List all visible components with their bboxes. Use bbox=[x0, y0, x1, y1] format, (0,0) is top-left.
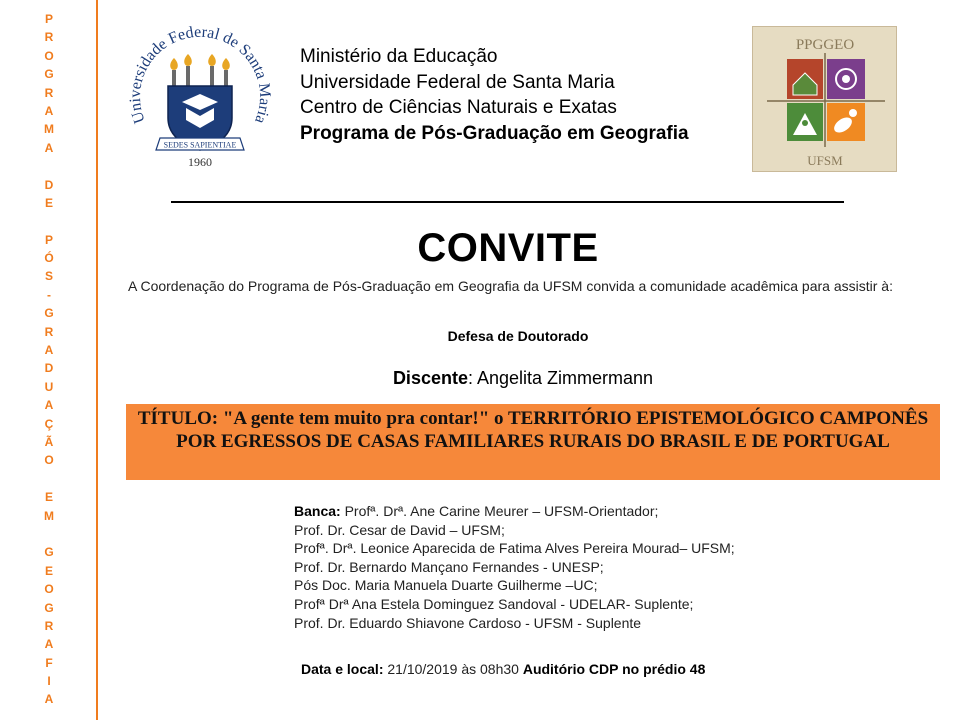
sidebar-letter: Ã bbox=[44, 434, 54, 449]
sidebar-letter: Ç bbox=[44, 416, 54, 431]
board-member: Prof. Dr. Eduardo Shiavone Cardoso - UFSM - Suplente bbox=[294, 614, 642, 631]
sidebar-letter bbox=[40, 157, 58, 175]
thesis-title: TÍTULO: "A gente tem muito pra contar!" o TERRITÓRIO EPISTEMOLÓGICO CAMPONÊS POR EGRESSOS DE CASAS FAMILIARES RURAIS DO BRASIL E DE PORTUGAL bbox=[137, 408, 929, 452]
sidebar-letter: - bbox=[47, 287, 51, 302]
place-label: Data e local: bbox=[301, 661, 384, 677]
sidebar-letter: R bbox=[44, 85, 54, 100]
venue: Auditório CDP no prédio 48 bbox=[522, 661, 706, 677]
sidebar-letter: A bbox=[44, 637, 54, 652]
seal-motto: SEDES SAPIENTIAE bbox=[163, 140, 237, 150]
program-logo bbox=[752, 26, 897, 172]
sidebar-letter: A bbox=[44, 398, 54, 413]
sidebar-letter: A bbox=[44, 103, 54, 118]
university-seal-logo bbox=[120, 18, 280, 178]
sidebar-letter bbox=[40, 525, 58, 543]
sidebar-divider bbox=[96, 0, 98, 720]
board-member: Prof. Dr. Bernardo Mançano Fernandes - UNESP; bbox=[294, 558, 604, 575]
sidebar-letter: M bbox=[44, 508, 54, 523]
examining-board bbox=[294, 502, 735, 632]
board-label: Banca: bbox=[294, 503, 341, 519]
student-name: : Angelita Zimmermann bbox=[467, 368, 654, 388]
sidebar-letter: S bbox=[44, 269, 53, 284]
header-program: Programa de Pós-Graduação em Geografia bbox=[300, 122, 689, 144]
sidebar-letter: D bbox=[44, 361, 54, 376]
sidebar-letter: R bbox=[44, 618, 54, 633]
student-line bbox=[0, 368, 960, 389]
sidebar-letter: G bbox=[44, 600, 54, 615]
sidebar-letter: O bbox=[44, 582, 54, 597]
seal-ring-text: Universidade Federal de Santa Maria bbox=[126, 23, 274, 126]
sidebar-letter: A bbox=[44, 692, 54, 707]
board-member: Prof. Dr. Cesar de David – UFSM; bbox=[294, 521, 505, 538]
institution-header bbox=[300, 44, 689, 146]
sidebar-letter: U bbox=[44, 379, 54, 394]
sidebar-letter: A bbox=[44, 343, 54, 358]
header-ministry: Ministério da Educação bbox=[300, 46, 498, 67]
program-logo-top-label: PPGGEO bbox=[795, 37, 855, 53]
student-label: Discente bbox=[392, 368, 468, 388]
sidebar-letters bbox=[40, 10, 58, 709]
seal-year: 1960 bbox=[188, 155, 212, 169]
torch-icon bbox=[170, 54, 230, 88]
header-center: Centro de Ciências Naturais e Exatas bbox=[300, 97, 617, 118]
sidebar-letter: P bbox=[44, 12, 53, 26]
sidebar-letter: R bbox=[44, 30, 54, 45]
header-divider bbox=[171, 201, 844, 203]
page-title: CONVITE bbox=[417, 226, 599, 270]
sidebar-letter: R bbox=[44, 324, 54, 339]
board-member: Profª. Drª. Leonice Aparecida de Fatima Alves Pereira Mourad– UFSM; bbox=[294, 540, 735, 557]
invitation-intro: A Coordenação do Programa de Pós-Graduação em Geografia da UFSM convida a comunidade acadêmica para assistir à: bbox=[128, 278, 893, 294]
sidebar-letter: E bbox=[44, 490, 53, 505]
sidebar-vertical-title bbox=[0, 0, 96, 720]
defense-type: Defesa de Doutorado bbox=[447, 328, 589, 344]
board-member: Profª Drª Ana Estela Dominguez Sandoval - UDELAR- Suplente; bbox=[294, 595, 694, 612]
board-member: Pós Doc. Maria Manuela Duarte Guilherme –UC; bbox=[294, 577, 598, 594]
board-member: Banca: Profª. Drª. Ane Carine Meurer – UFSM-Orientador; bbox=[294, 503, 659, 519]
sidebar-letter: O bbox=[44, 48, 54, 63]
sidebar-letter: Ó bbox=[44, 251, 54, 266]
sidebar-letter: G bbox=[44, 306, 54, 321]
sidebar-letter: F bbox=[45, 655, 53, 670]
sidebar-letter: I bbox=[47, 674, 51, 689]
sidebar-letter: E bbox=[44, 563, 53, 578]
sidebar-letter: M bbox=[44, 122, 54, 137]
header-university: Universidade Federal de Santa Maria bbox=[300, 71, 615, 93]
sidebar-letter: G bbox=[44, 545, 54, 560]
sidebar-letter: D bbox=[44, 177, 54, 192]
sidebar-letter bbox=[40, 470, 58, 488]
sidebar-letter: O bbox=[44, 453, 54, 468]
sidebar-letter: A bbox=[44, 140, 54, 155]
sidebar-letter: E bbox=[44, 195, 53, 210]
sidebar-letter: G bbox=[44, 67, 54, 82]
date-time: 21/10/2019 às 08h30 bbox=[383, 661, 523, 677]
sidebar-letter: P bbox=[44, 232, 53, 247]
program-logo-bottom-label: UFSM bbox=[807, 153, 843, 168]
thesis-title-band bbox=[126, 404, 940, 480]
date-and-place bbox=[301, 661, 705, 677]
